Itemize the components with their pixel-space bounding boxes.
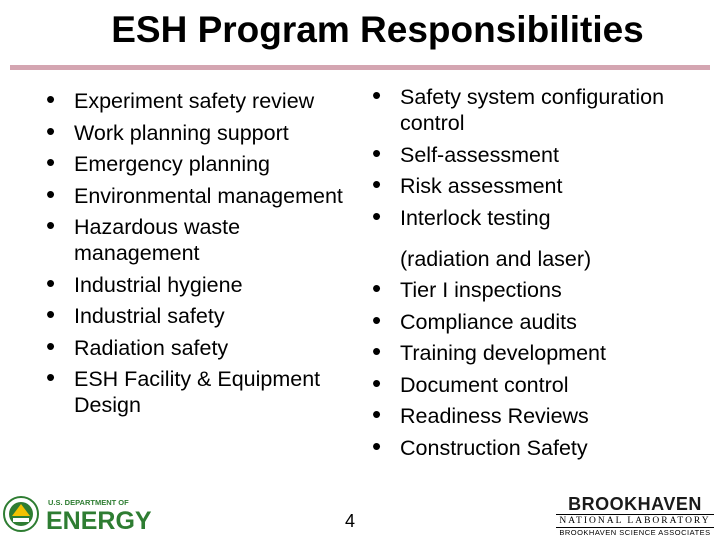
list-item: • Industrial hygiene bbox=[46, 272, 356, 298]
left-bullet-list bbox=[46, 88, 356, 424]
title-divider bbox=[10, 65, 710, 70]
bnl-name: BROOKHAVEN bbox=[568, 494, 702, 514]
doe-word: ENERGY bbox=[46, 507, 152, 534]
doe-top-text: U.S. DEPARTMENT OF bbox=[48, 498, 129, 507]
page-number: 4 bbox=[345, 511, 356, 531]
list-item: • Interlock testing bbox=[372, 205, 712, 231]
list-item: • Experiment safety review bbox=[46, 88, 356, 114]
list-item: • Tier I inspections bbox=[372, 277, 712, 303]
list-item: • Hazardous waste management bbox=[46, 214, 356, 266]
bnl-assoc: BROOKHAVEN SCIENCE ASSOCIATES bbox=[559, 528, 711, 537]
list-item: • Compliance audits bbox=[372, 309, 712, 335]
slide-footer bbox=[0, 492, 720, 540]
doe-seal-icon bbox=[4, 497, 38, 531]
list-item-continuation: (radiation and laser) bbox=[400, 246, 592, 271]
bnl-lab: NATIONAL LABORATORY bbox=[556, 514, 714, 528]
list-item: • Work planning support bbox=[46, 120, 356, 146]
list-item: • Training development bbox=[372, 340, 712, 366]
bnl-logo bbox=[556, 492, 714, 540]
list-item: • Readiness Reviews bbox=[372, 403, 712, 429]
slide-title: ESH Program Responsibilities bbox=[111, 9, 644, 50]
list-item: • Safety system configuration control bbox=[372, 84, 712, 136]
list-item: • Environmental management bbox=[46, 183, 356, 209]
list-item: • Construction Safety bbox=[372, 435, 712, 461]
list-item: • Radiation safety bbox=[46, 335, 356, 361]
list-item: • Emergency planning bbox=[46, 151, 356, 177]
list-item: • Self-assessment bbox=[372, 142, 712, 168]
list-item: • ESH Facility & Equipment Design bbox=[46, 366, 356, 418]
right-bullet-list bbox=[372, 84, 712, 466]
list-item: • Industrial safety bbox=[46, 303, 356, 329]
doe-logo bbox=[2, 494, 162, 534]
list-item: • Document control bbox=[372, 372, 712, 398]
list-item: • Risk assessment bbox=[372, 173, 712, 199]
